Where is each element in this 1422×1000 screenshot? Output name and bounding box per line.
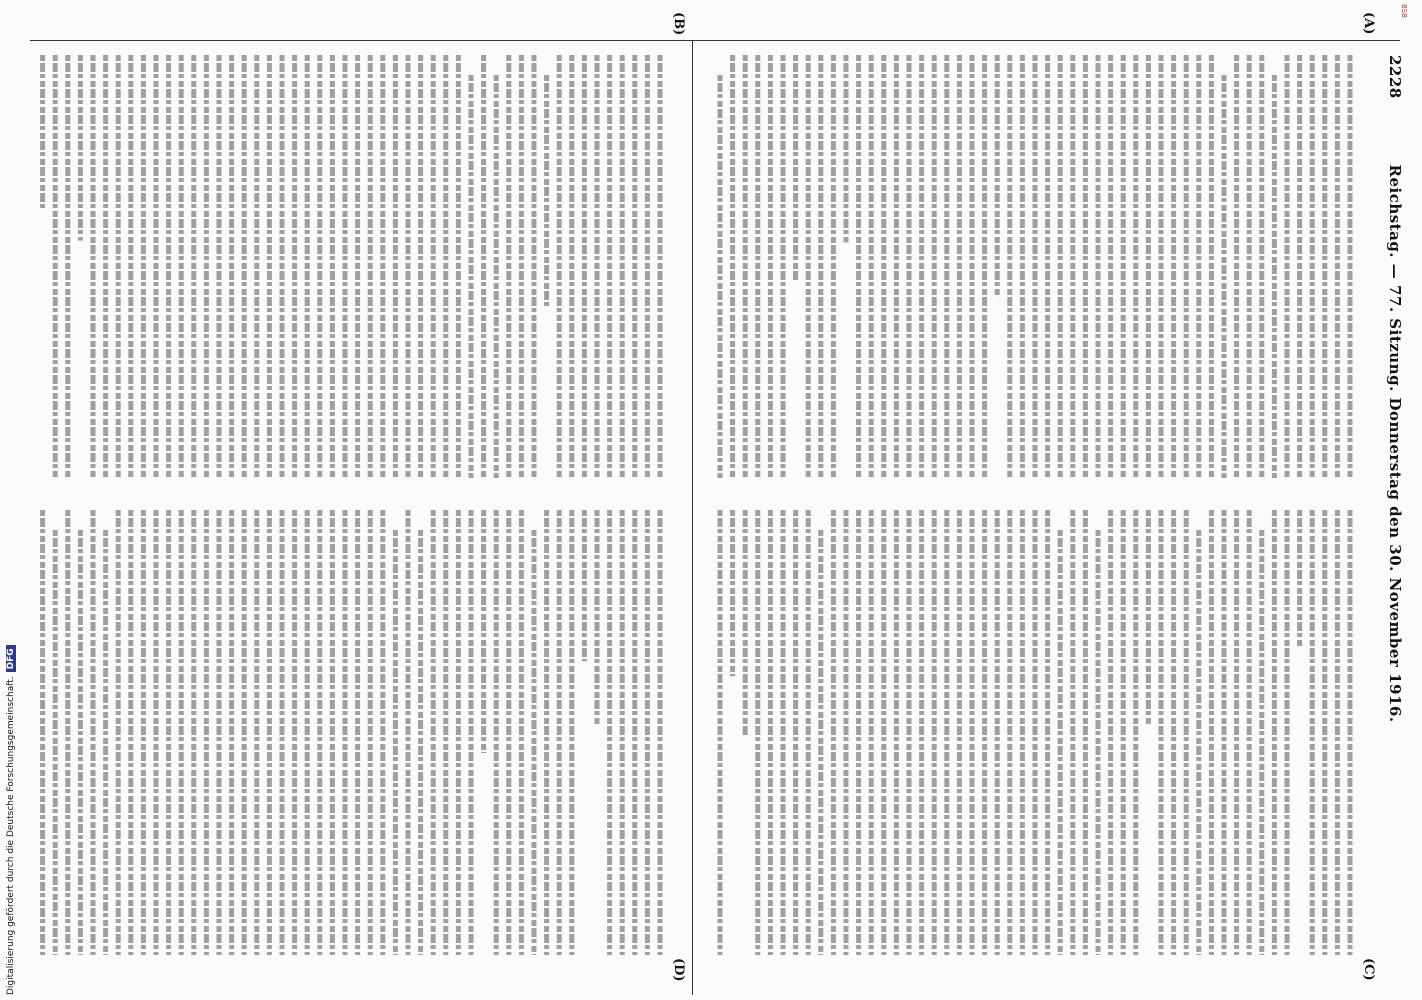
marker-a: (A) (1361, 12, 1376, 35)
page-title: Reichstag. — 77. Sitzung. Donnerstag den 30. November 1916. (1386, 164, 1404, 723)
library-mark: BSB (1400, 4, 1408, 18)
page-number: 2228 (1386, 55, 1404, 99)
marker-d: (D) (671, 958, 686, 982)
dfg-logo: DFG (6, 645, 16, 672)
footer-credit (6, 645, 16, 995)
marker-c: (C) (1361, 958, 1376, 981)
footer-credit-text: Digitalisierung gefördert durch die Deutsche Forschungsgemeinschaft. (6, 676, 16, 995)
marker-b: (B) (671, 12, 686, 36)
